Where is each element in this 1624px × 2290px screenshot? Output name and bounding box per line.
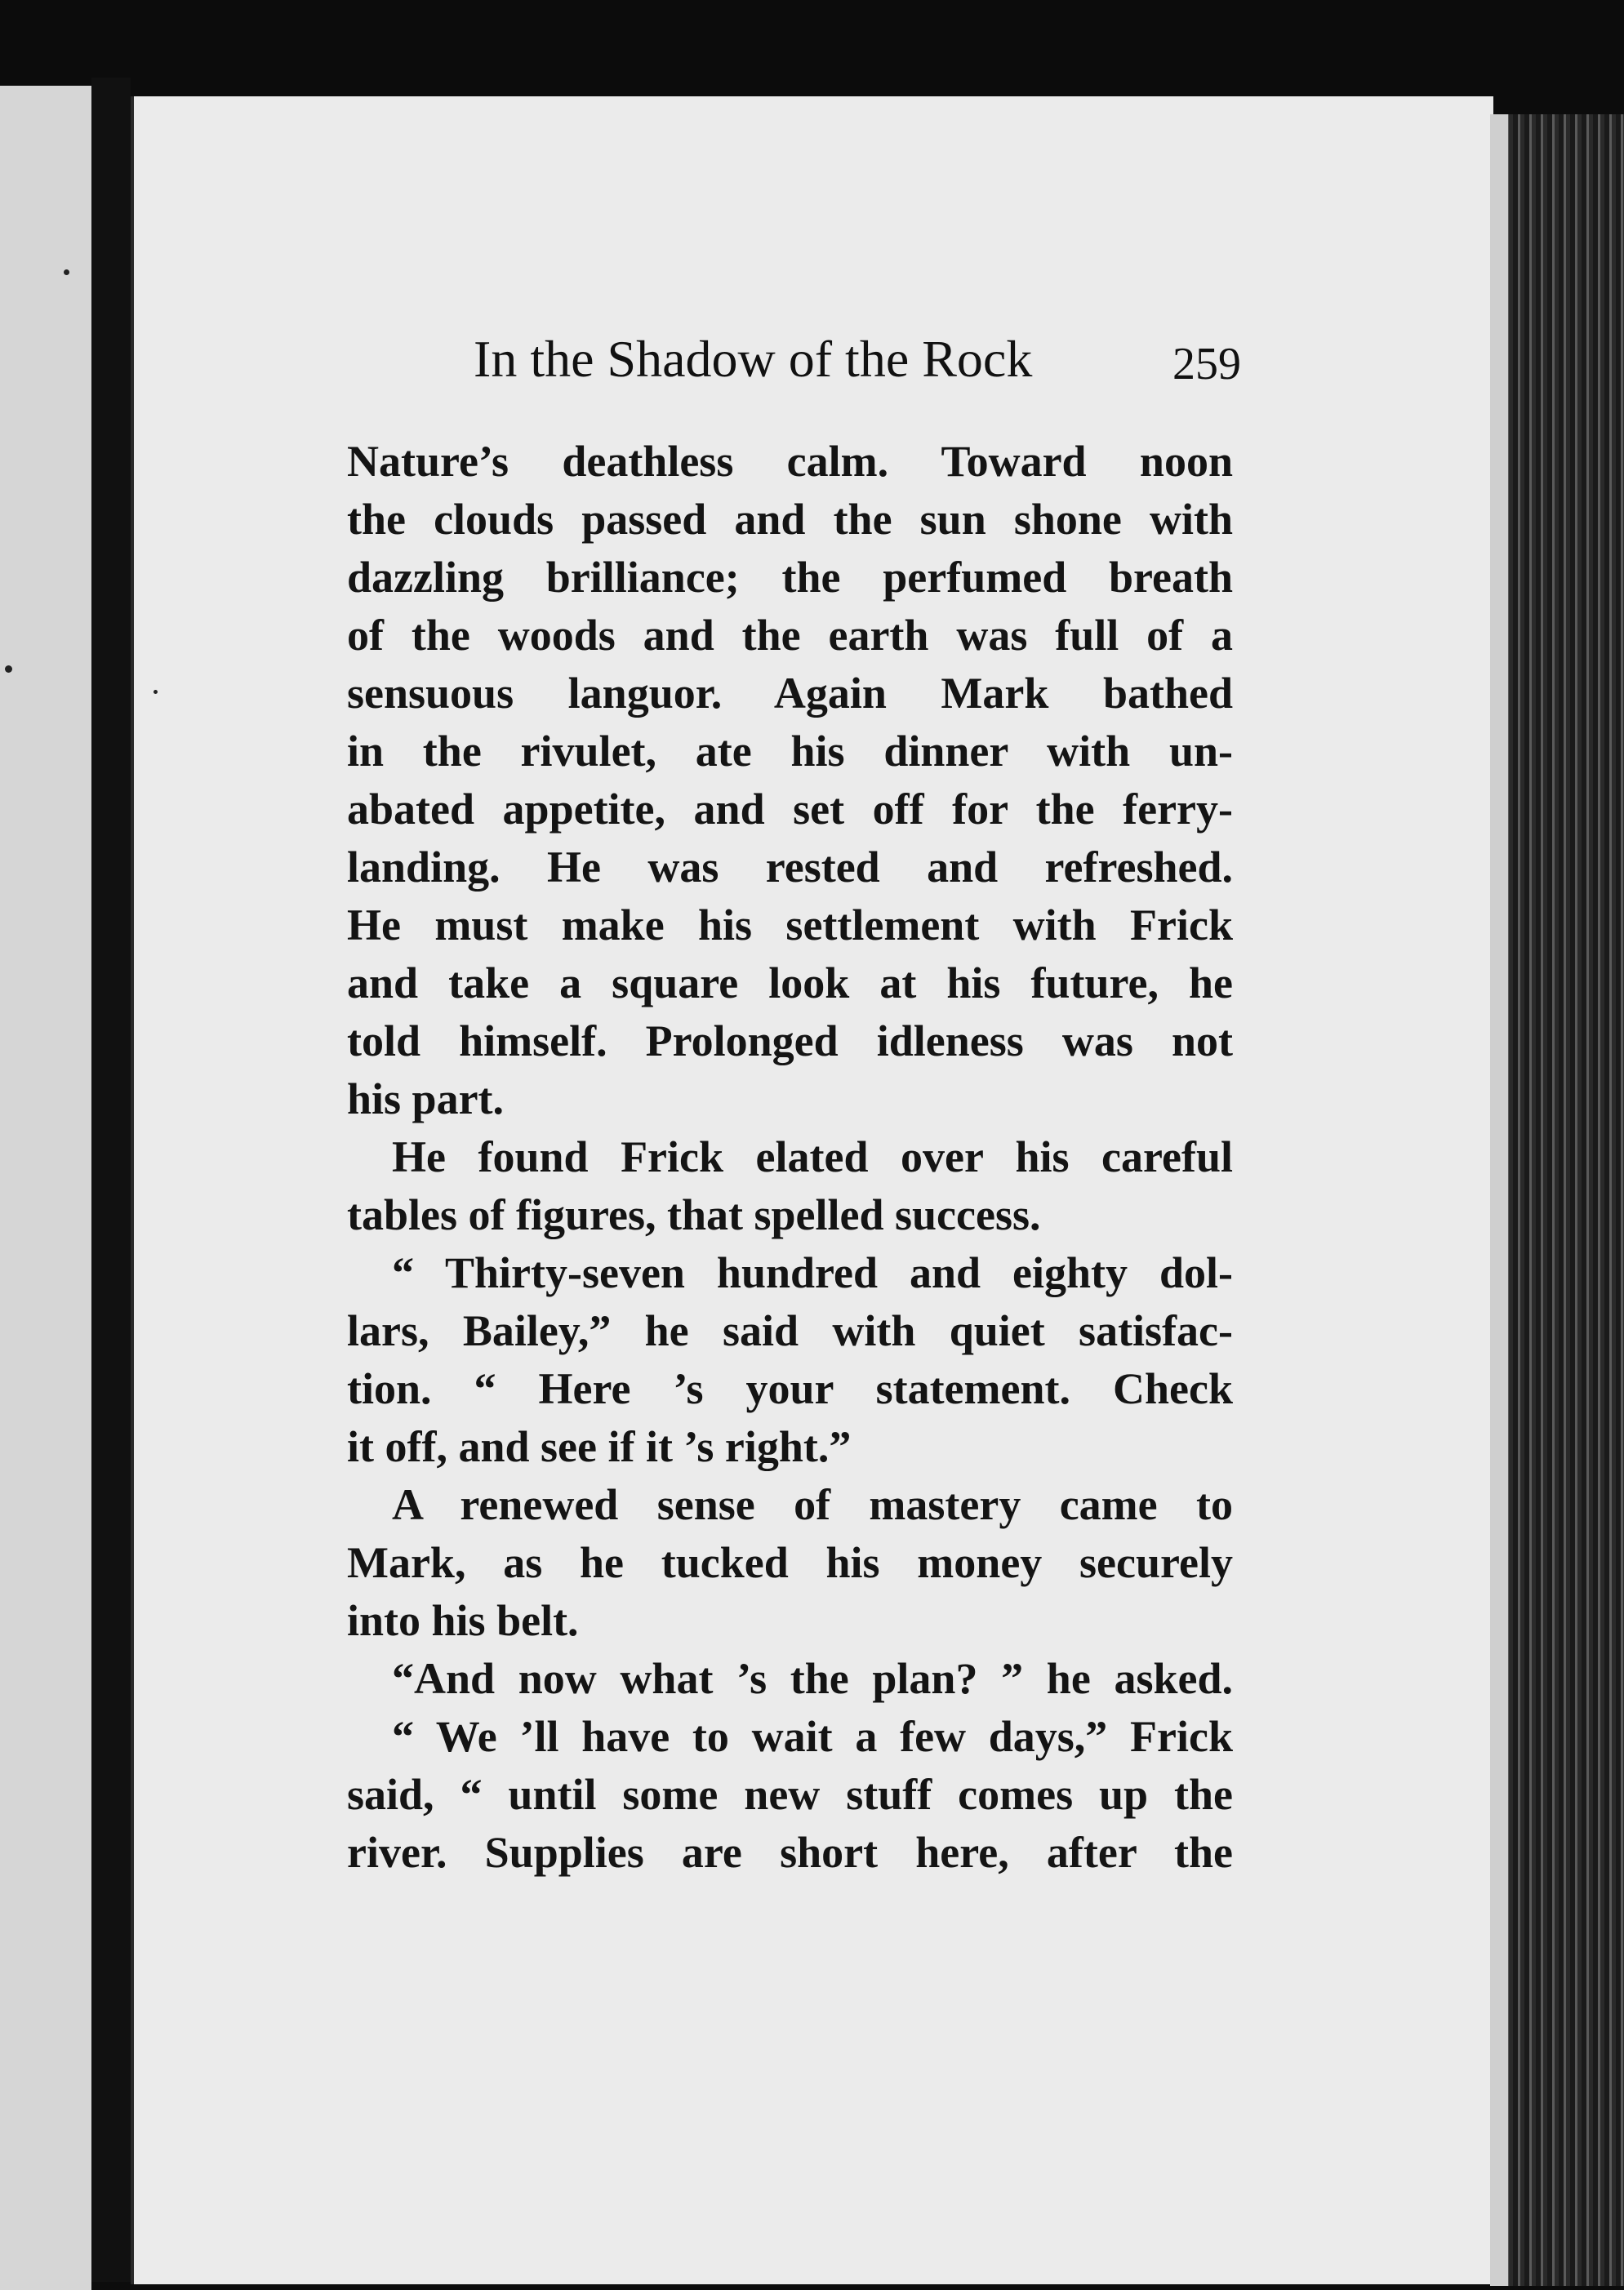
book-gutter (91, 78, 131, 2282)
scan-speck (154, 690, 158, 694)
text-line: tables of figures, that spelled success. (347, 1190, 1041, 1239)
text-line: He found Frick elated over his careful (392, 1132, 1233, 1181)
paragraph (347, 1244, 1233, 1476)
text-line: abated appetite, and set off for the ferry- (347, 785, 1233, 834)
text-line: “ Thirty-seven hundred and eighty dol- (392, 1248, 1233, 1297)
page-number: 259 (1172, 339, 1241, 389)
text-line: told himself. Prolonged idleness was not (347, 1016, 1233, 1065)
text-line: sensuous languor. Again Mark bathed (347, 669, 1233, 718)
text-line: tion. “ Here ’s your statement. Check (347, 1364, 1233, 1413)
text-line: into his belt. (347, 1596, 579, 1645)
text-line: landing. He was rested and refreshed. (347, 843, 1233, 892)
text-line: “And now what ’s the plan? ” he asked. (392, 1654, 1233, 1703)
text-line: river. Supplies are short here, after the (347, 1828, 1233, 1877)
paragraph (347, 1476, 1233, 1650)
text-line: He must make his settlement with Frick (347, 900, 1233, 949)
text-line: it off, and see if it ’s right.” (347, 1422, 852, 1471)
text-line: the clouds passed and the sun shone with (347, 495, 1233, 544)
page-edge-highlight (1490, 114, 1508, 2286)
paragraph (347, 1650, 1233, 1708)
text-line: said, “ until some new stuff comes up the (347, 1770, 1233, 1819)
text-line: in the rivulet, ate his dinner with un- (347, 727, 1233, 776)
page-header (474, 322, 1241, 396)
text-line: lars, Bailey,” he said with quiet satisfac- (347, 1306, 1233, 1355)
text-line: Nature’s deathless calm. Toward noon (347, 437, 1233, 486)
text-line: his part. (347, 1074, 505, 1123)
paragraph (347, 1708, 1233, 1882)
text-line: “ We ’ll have to wait a few days,” Frick (392, 1712, 1233, 1761)
adjacent-page-edge (0, 86, 91, 2290)
paragraph (347, 433, 1233, 1128)
running-title: In the Shadow of the Rock (474, 330, 1033, 388)
text-line: A renewed sense of mastery came to (392, 1480, 1233, 1529)
text-line: and take a square look at his future, he (347, 958, 1233, 1007)
paragraph (347, 1128, 1233, 1244)
body-text (347, 433, 1233, 1882)
scan-speck (64, 269, 69, 275)
text-line: of the woods and the earth was full of a (347, 611, 1233, 660)
text-line: dazzling brilliance; the perfumed breath (347, 553, 1233, 602)
text-line: Mark, as he tucked his money securely (347, 1538, 1233, 1587)
page-stack-edge (1490, 114, 1624, 2286)
scan-speck (5, 665, 12, 673)
